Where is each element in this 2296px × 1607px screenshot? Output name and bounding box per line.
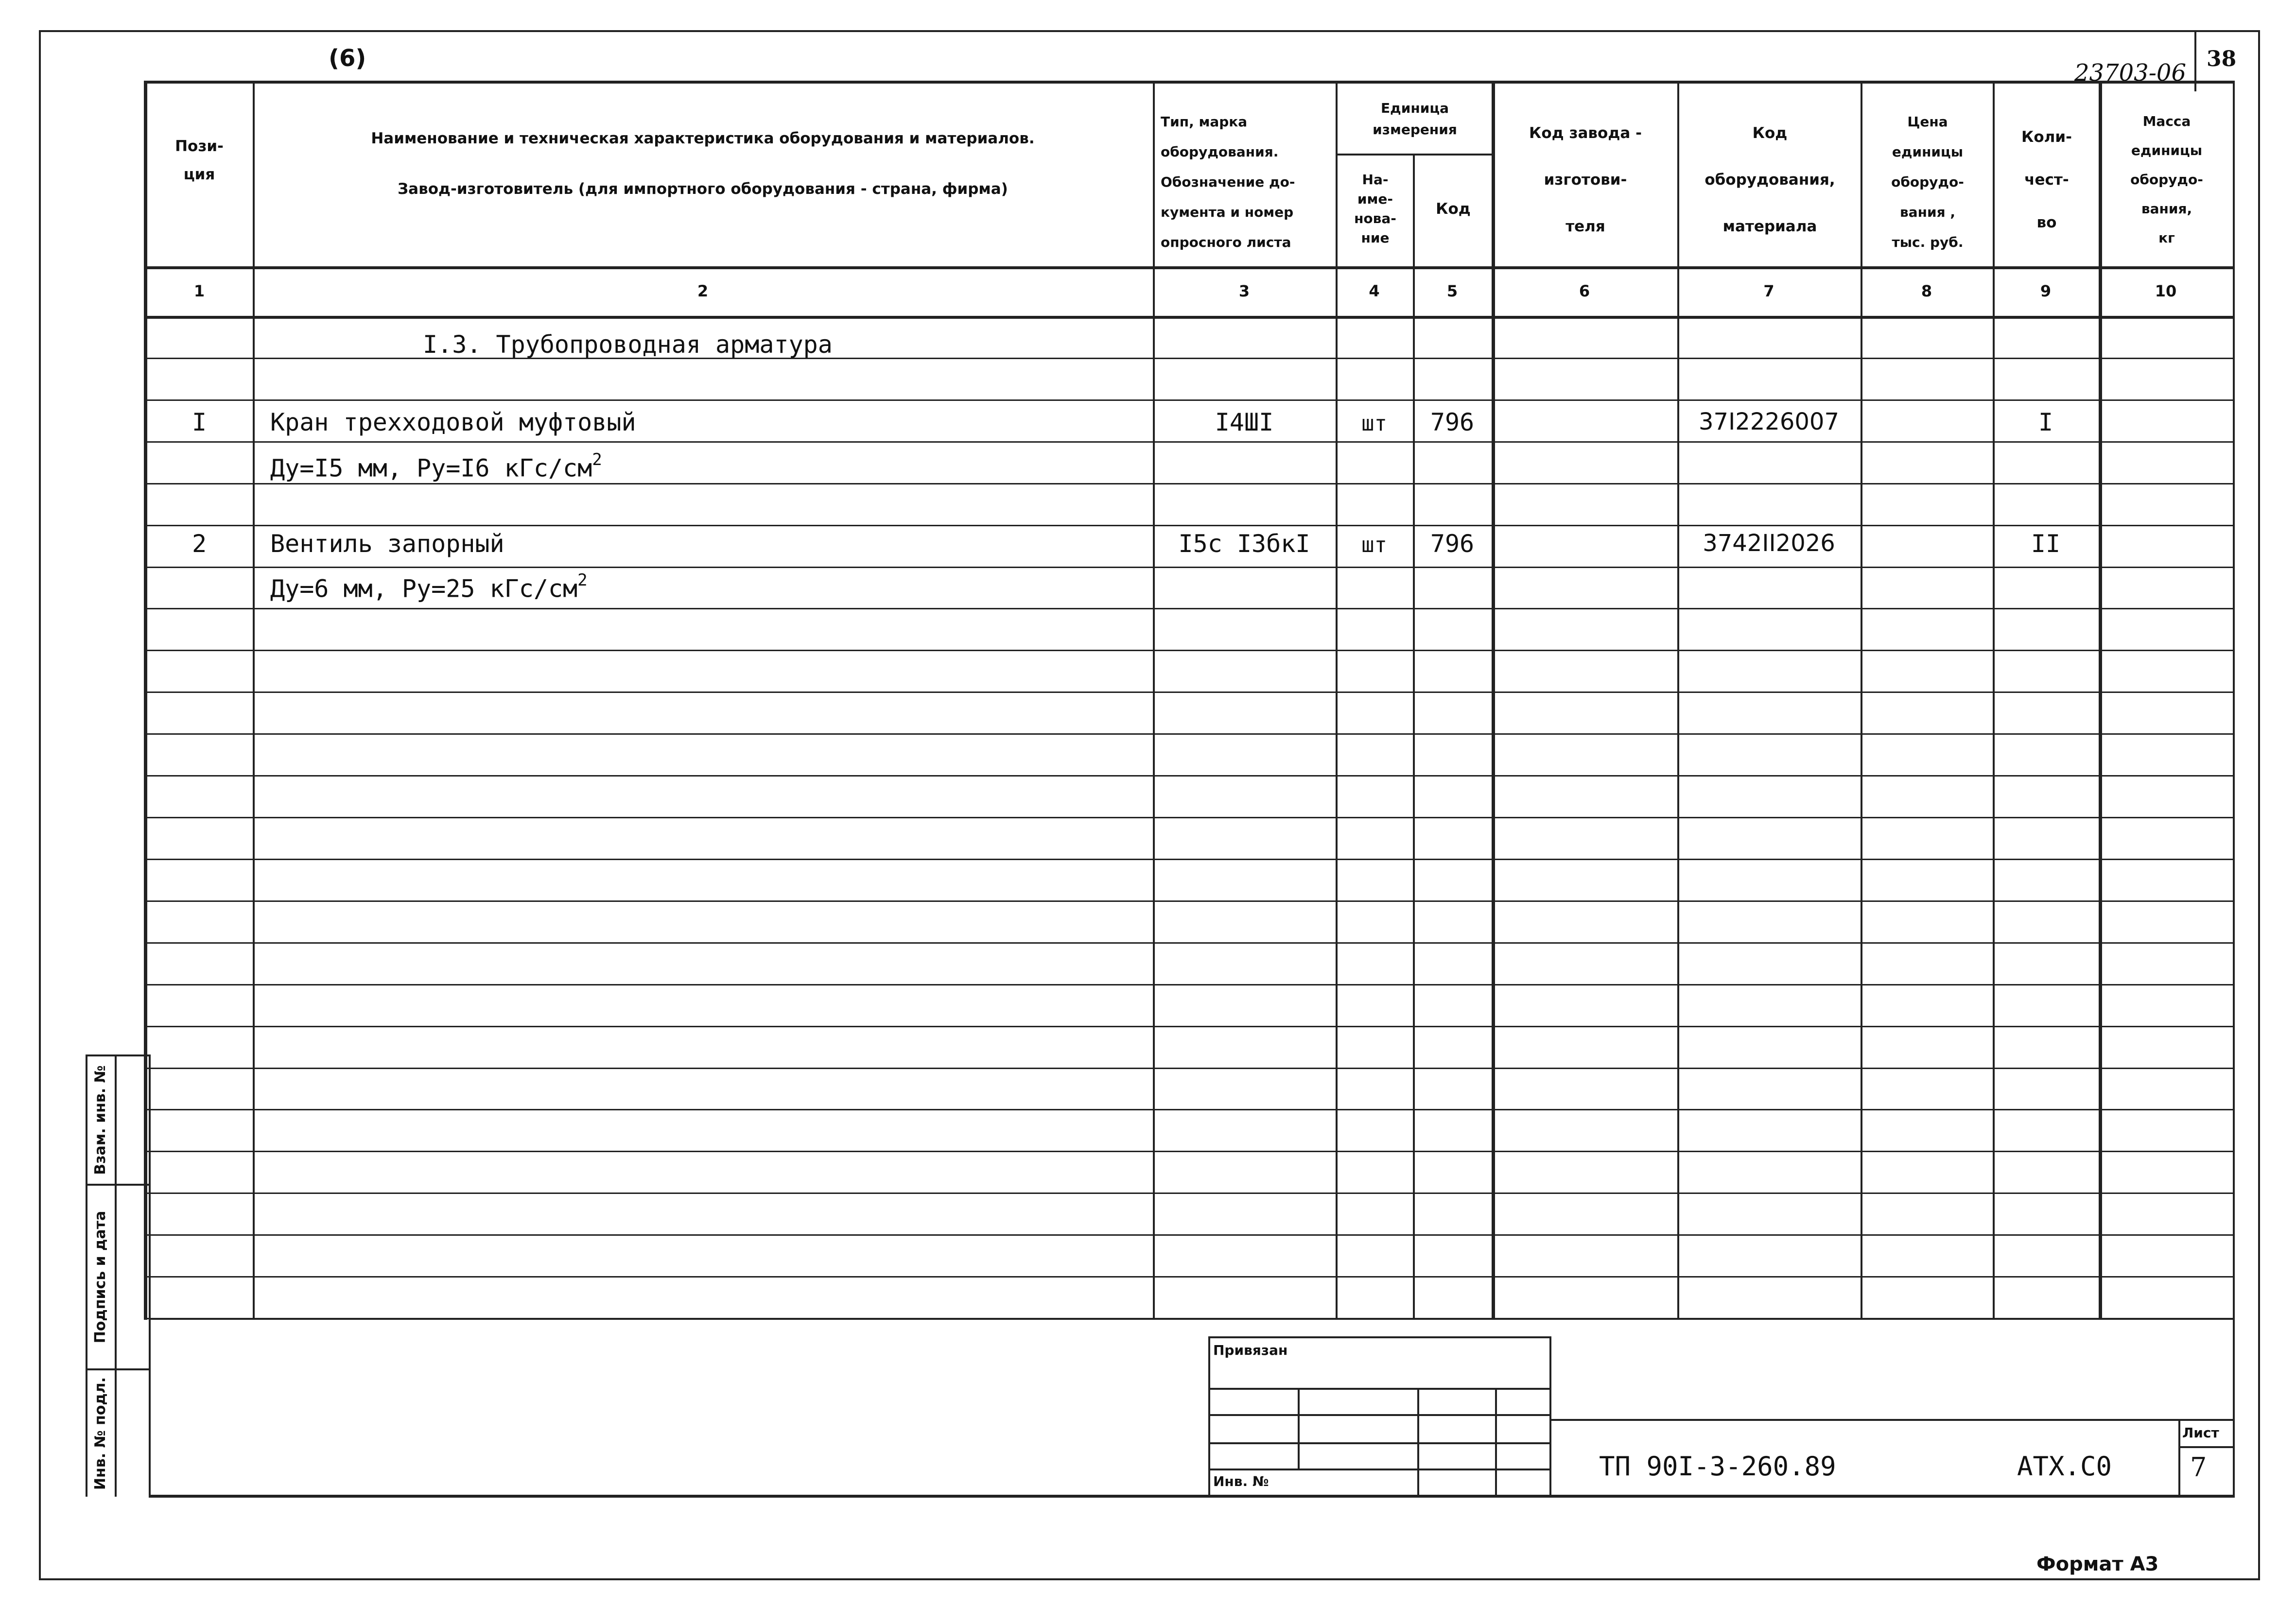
item1-spec-text: Ду=I5 мм, Ру=I6 кГс/см [270, 454, 592, 483]
colnum-4: 4 [1369, 282, 1380, 300]
frame-bottom-line [39, 1578, 2260, 1580]
item1-spec [270, 450, 602, 483]
list-label: Лист [2182, 1425, 2219, 1441]
colnum-6: 6 [1579, 282, 1590, 300]
privyazan-col-line-1 [1298, 1388, 1300, 1469]
item1-unit: шт [1361, 411, 1387, 436]
item1-quantity: I [2038, 408, 2053, 436]
privyazan-label: Привязан [1213, 1342, 1288, 1358]
header-unit-name: На- име- нова- ние [1354, 172, 1396, 246]
table-row-line [144, 1109, 2234, 1110]
colnum-3: 3 [1238, 282, 1250, 300]
side-stamp-right-line [149, 1054, 151, 1497]
colnum-7: 7 [1763, 282, 1774, 300]
header-type: Тип, марка оборудования. Обозначение до- кумента и номер опросного листа [1161, 114, 1295, 250]
list-box-left-line [2178, 1419, 2180, 1495]
item2-spec-text: Ду=6 мм, Ру=25 кГс/см [270, 574, 578, 603]
table-right-line [2233, 81, 2235, 1320]
table-row-line [144, 733, 2234, 735]
colnum-2: 2 [697, 282, 709, 300]
privyazan-col-line-3 [1495, 1388, 1497, 1496]
item2-spec-sup: 2 [577, 570, 588, 590]
format-label: Формат А3 [2036, 1553, 2159, 1575]
doc-mark: АТХ.С0 [2017, 1451, 2112, 1482]
handwritten-number: 23703-06 [2074, 59, 2186, 86]
header-unit: Единица измерения [1373, 100, 1457, 138]
table-row-line [144, 775, 2234, 777]
title-block-top-line [149, 1318, 2235, 1320]
page-number-paren: (6) [329, 45, 366, 72]
item2-quantity: II [2031, 530, 2061, 558]
item1-position: I [191, 408, 207, 436]
column-number-bottom-line [144, 316, 2234, 319]
item2-type: I5с I3бкI [1178, 530, 1310, 558]
doc-code-top-line [1549, 1419, 2234, 1421]
item2-material-code: 3742II2026 [1703, 530, 1835, 557]
table-row-line [144, 691, 2234, 693]
privyazan-right-line [1549, 1336, 1551, 1496]
item2-spec [270, 570, 588, 603]
colnum-8: 8 [1921, 282, 1932, 300]
privyazan-left-line [1208, 1336, 1210, 1496]
header-equipment-code: Код оборудования, материала [1705, 124, 1835, 235]
privyazan-line-3 [1208, 1414, 1550, 1416]
header-position: Пози- ция [175, 138, 224, 183]
item1-unit-code: 796 [1430, 408, 1475, 436]
table-row-line [144, 1151, 2234, 1152]
section-title: I.3. Трубопроводная арматура [423, 330, 833, 359]
privyazan-col-line-2 [1417, 1388, 1419, 1496]
header-mass: Масса единицы оборудо- вания, кг [2130, 113, 2203, 246]
doc-code: ТП 90I-3-260.89 [1599, 1451, 1836, 1482]
table-row-line [144, 942, 2234, 944]
privyazan-line-4 [1208, 1442, 1550, 1444]
frame-right-line [2258, 30, 2260, 1580]
table-row-line [144, 900, 2234, 902]
item2-name: Вентиль запорный [270, 530, 504, 558]
table-row-line [144, 1276, 2234, 1278]
col-line-4 [1413, 154, 1415, 1320]
colnum-10: 10 [2155, 282, 2177, 300]
title-block-bottom-line [149, 1495, 2235, 1498]
list-box-mid-line [2178, 1446, 2233, 1448]
colnum-5: 5 [1446, 282, 1458, 300]
colnum-1: 1 [193, 282, 205, 300]
frame-top-line [39, 30, 2260, 32]
title-block-right-line [2233, 1318, 2235, 1496]
table-row-line [144, 1192, 2234, 1194]
side-stamp-vzam: Взам. инв. № [91, 1065, 109, 1175]
header-name-line1: Наименование и техническая характеристика оборудования и материалов. [371, 130, 1035, 147]
inv-no-label: Инв. № [1213, 1473, 1269, 1489]
header-price: Цена единицы оборудо- вания , тыс. руб. [1891, 114, 1964, 250]
item1-material-code: 37I2226007 [1698, 408, 1839, 435]
table-row-line [144, 984, 2234, 985]
item1-name: Кран трехходовой муфтовый [270, 408, 636, 436]
table-row-line [144, 1026, 2234, 1027]
table-row-line [144, 608, 2234, 609]
table-row-line [144, 859, 2234, 860]
side-stamp-inv: Инв. № подл. [91, 1377, 109, 1490]
table-row-line [144, 399, 2234, 401]
table-row-line [144, 483, 2234, 484]
header-unit-code: Код [1436, 200, 1471, 218]
list-number: 7 [2190, 1452, 2207, 1483]
item1-type: I4ШI [1215, 408, 1274, 436]
table-top-line [144, 81, 2234, 84]
table-row-line [144, 525, 2234, 526]
privyazan-top-line [1208, 1336, 1550, 1338]
privyazan-line-5 [1208, 1469, 1550, 1470]
side-stamp-left-line [86, 1054, 87, 1497]
header-name-line2: Завод-изготовитель (для импортного оборудования - страна, фирма) [398, 180, 1008, 198]
item2-unit: шт [1361, 533, 1387, 557]
item1-spec-sup: 2 [592, 450, 602, 469]
colnum-9: 9 [2040, 282, 2052, 300]
table-row-line [144, 650, 2234, 651]
header-quantity: Коли- чест- во [2021, 128, 2072, 231]
side-stamp-mid-line [115, 1054, 117, 1497]
table-row-line [144, 817, 2234, 818]
item2-unit-code: 796 [1430, 530, 1475, 558]
table-row-line [144, 441, 2234, 443]
side-stamp-podpis: Подпись и дата [91, 1210, 109, 1344]
table-row-line [144, 1068, 2234, 1069]
table-row-line [144, 567, 2234, 568]
corner-number: 38 [2207, 47, 2237, 71]
frame-left-line [39, 30, 41, 1580]
privyazan-line-2 [1208, 1388, 1550, 1390]
item2-position: 2 [191, 530, 207, 558]
header-maker-code: Код завода - изготови- теля [1529, 124, 1642, 235]
table-row-line [144, 1234, 2234, 1236]
